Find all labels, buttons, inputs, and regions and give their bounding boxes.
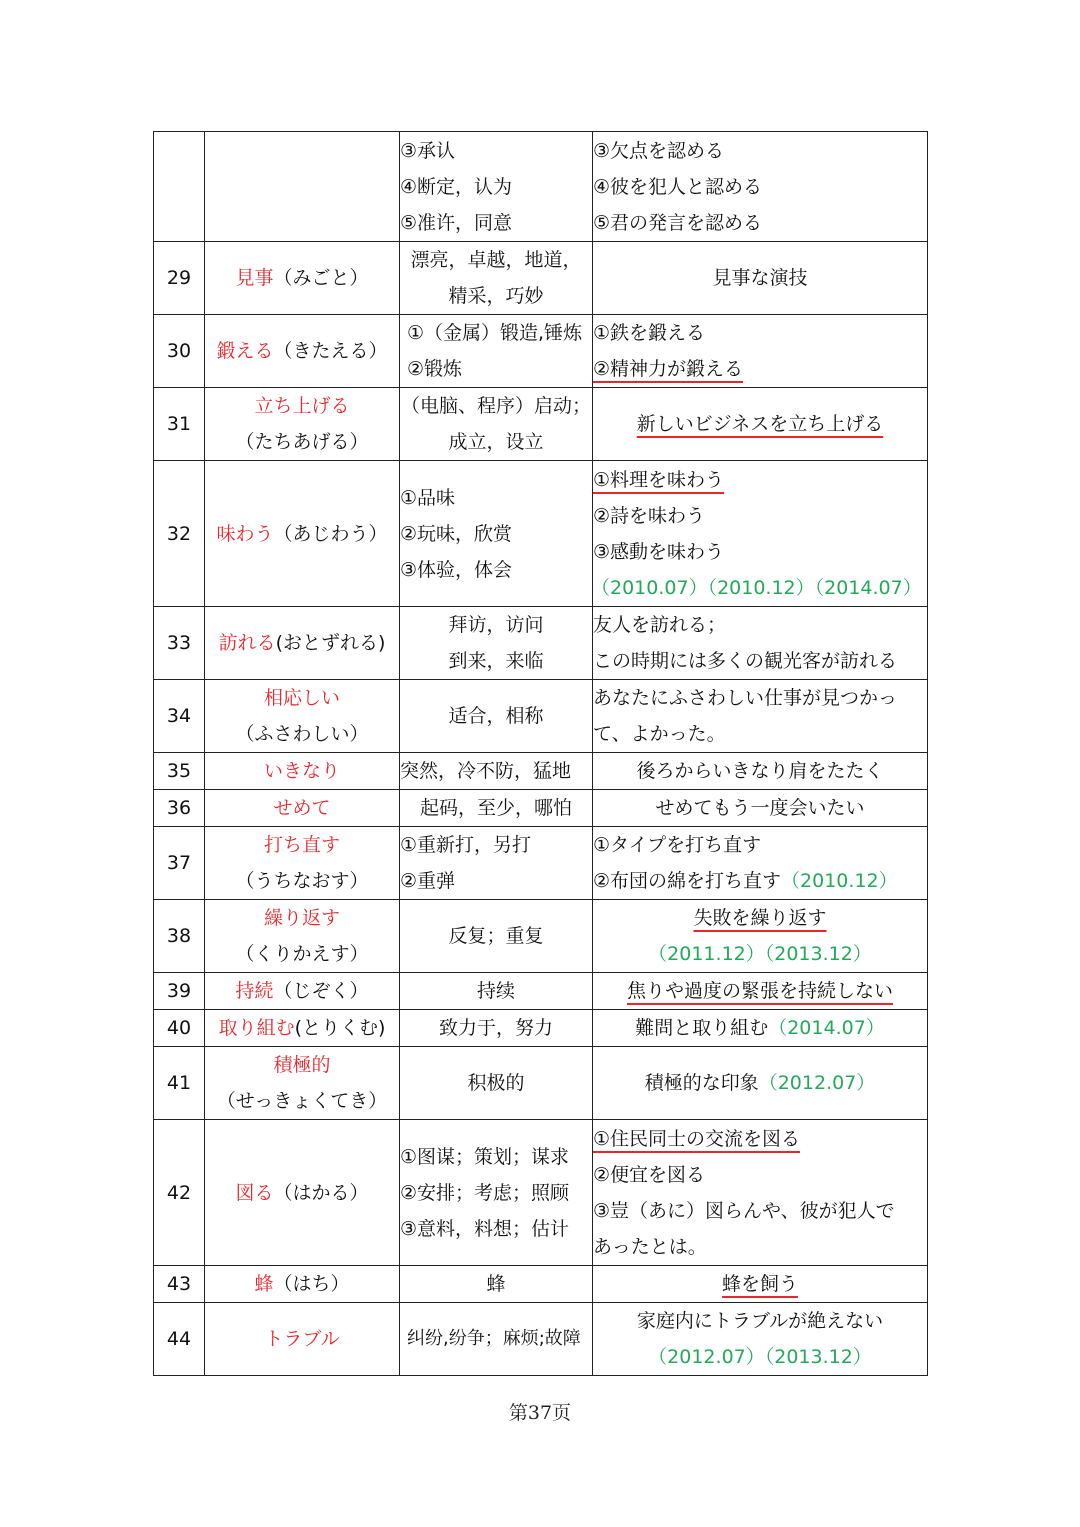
meaning-cell: 持续 <box>400 973 593 1010</box>
word: 訪れる <box>218 632 276 654</box>
word-cell <box>205 388 400 461</box>
reading: （ふさわしい） <box>235 723 369 745</box>
word: せめて <box>205 790 400 827</box>
table-row <box>154 973 928 1010</box>
reading: （はかる） <box>273 1181 369 1204</box>
reading: （あじわう） <box>273 522 388 545</box>
row-number: 38 <box>154 900 205 973</box>
table-row <box>154 132 928 242</box>
table-row <box>154 790 928 827</box>
row-number: 43 <box>154 1266 205 1303</box>
exam-dates: （2010.07）（2010.12）（2014.07） <box>591 576 922 599</box>
example-cell: ③欠点を認める ④彼を犯人と認める ⑤君の発言を認める <box>593 132 928 242</box>
word-cell <box>205 900 400 973</box>
table-row <box>154 1303 928 1376</box>
table-row <box>154 680 928 753</box>
row-number: 42 <box>154 1120 205 1266</box>
page-number: 第37页 <box>508 1402 572 1424</box>
table-row <box>154 1010 928 1047</box>
meaning-cell: 起码，至少，哪怕 <box>400 790 593 827</box>
meaning-cell: 漂亮，卓越，地道， 精采，巧妙 <box>400 242 593 315</box>
row-number: 44 <box>154 1303 205 1376</box>
word: 相応しい <box>263 687 340 709</box>
table-row <box>154 388 928 461</box>
meaning-cell: 致力于，努力 <box>400 1010 593 1047</box>
word-cell <box>205 1047 400 1120</box>
vocabulary-table <box>153 131 928 1376</box>
word: 繰り返す <box>263 907 340 929</box>
word-cell <box>205 132 400 242</box>
meaning-cell: 蜂 <box>400 1266 593 1303</box>
row-number: 34 <box>154 680 205 753</box>
word: 持続 <box>235 980 274 1002</box>
example-cell: ①タイプを打ち直す ②布団の綿を打ち直す（2010.12） <box>593 827 928 900</box>
example-cell: せめてもう一度会いたい <box>593 790 928 827</box>
example-cell: 後ろからいきなり肩をたたく <box>593 753 928 790</box>
row-number: 33 <box>154 607 205 680</box>
row-number: 37 <box>154 827 205 900</box>
table-row <box>154 900 928 973</box>
reading: （はち） <box>273 1273 350 1295</box>
reading: （きたえる） <box>273 340 388 362</box>
example-cell: 焦りや過度の緊張を持続しない <box>593 973 928 1010</box>
exam-dates: （2012.07） <box>758 1072 876 1094</box>
word: 見事 <box>235 267 274 289</box>
word: いきなり <box>205 753 400 790</box>
example-cell: 難問と取り組む（2014.07） <box>593 1010 928 1047</box>
word-cell <box>205 1010 400 1047</box>
example-cell: 新しいビジネスを立ち上げる <box>593 388 928 461</box>
example-cell: 見事な演技 <box>593 242 928 315</box>
word-cell <box>205 973 400 1010</box>
table-row <box>154 1120 928 1266</box>
word: 立ち上げる <box>254 395 350 417</box>
row-number: 31 <box>154 388 205 461</box>
meaning-cell: ①品味 ②玩味，欣赏 ③体验，体会 <box>400 461 593 607</box>
number-cell <box>154 132 205 242</box>
reading: （じぞく） <box>273 980 369 1002</box>
exam-dates: （2010.12） <box>781 870 898 892</box>
word: 味わう <box>216 522 274 545</box>
example-cell: ①鉄を鍛える ②精神力が鍛える <box>593 315 928 388</box>
meaning-cell: 纠纷,纷争；麻烦;故障 <box>400 1303 593 1376</box>
table-row <box>154 753 928 790</box>
meaning-cell: 拜访，访问 到来，来临 <box>400 607 593 680</box>
example-cell: 積極的な印象（2012.07） <box>593 1047 928 1120</box>
table-row <box>154 315 928 388</box>
reading: (おとずれる) <box>275 632 386 654</box>
word: 鍛える <box>216 340 274 362</box>
reading: （うちなおす） <box>235 870 369 892</box>
row-number: 40 <box>154 1010 205 1047</box>
word-cell <box>205 461 400 607</box>
word: 図る <box>235 1181 274 1204</box>
example-cell: 友人を訪れる； この時期には多くの観光客が訪れる <box>593 607 928 680</box>
word-cell <box>205 607 400 680</box>
example-cell: 蜂を飼う <box>593 1266 928 1303</box>
meaning-cell: 突然，冷不防，猛地 <box>400 753 593 790</box>
exam-dates: （2012.07）（2013.12） <box>648 1346 872 1368</box>
row-number: 39 <box>154 973 205 1010</box>
word: 取り組む <box>218 1017 295 1039</box>
meaning-cell: ③承认 ④断定，认为 ⑤准许，同意 <box>400 132 593 242</box>
example-cell: ①料理を味わう ②詩を味わう ③感動を味わう （2010.07）（2010.12）（2014.07） <box>593 461 928 607</box>
meaning-cell: （电脑、程序）启动； 成立，设立 <box>400 388 593 461</box>
example-cell: あなたにふさわしい仕事が見つかっ て、よかった。 <box>593 680 928 753</box>
table-row <box>154 1266 928 1303</box>
row-number: 32 <box>154 461 205 607</box>
table-row <box>154 607 928 680</box>
meaning-cell: 适合，相称 <box>400 680 593 753</box>
word-cell <box>205 1266 400 1303</box>
word-cell <box>205 315 400 388</box>
table-row <box>154 242 928 315</box>
exam-dates: （2011.12）（2013.12） <box>648 943 872 965</box>
word-cell <box>205 680 400 753</box>
word: 打ち直す <box>263 834 340 856</box>
reading: （たちあげる） <box>235 431 369 453</box>
word-cell <box>205 827 400 900</box>
row-number: 29 <box>154 242 205 315</box>
row-number: 35 <box>154 753 205 790</box>
example-cell: 家庭内にトラブルが絶えない （2012.07）（2013.12） <box>593 1303 928 1376</box>
word: トラブル <box>205 1303 400 1376</box>
row-number: 30 <box>154 315 205 388</box>
meaning-cell: 反复；重复 <box>400 900 593 973</box>
meaning-cell: 积极的 <box>400 1047 593 1120</box>
meaning-cell: ①重新打，另打 ②重弹 <box>400 827 593 900</box>
table-row <box>154 1047 928 1120</box>
reading: （みごと） <box>273 267 369 289</box>
row-number: 36 <box>154 790 205 827</box>
word-cell <box>205 242 400 315</box>
reading: (とりくむ) <box>294 1017 386 1039</box>
table-row <box>154 827 928 900</box>
row-number: 41 <box>154 1047 205 1120</box>
exam-dates: （2014.07） <box>768 1017 885 1039</box>
example-cell: ①住民同士の交流を図る ②便宜を図る ③豈（あに）図らんや、彼が犯人で あったとは。 <box>593 1120 928 1266</box>
word-cell <box>205 1120 400 1266</box>
word: 蜂 <box>254 1273 274 1295</box>
reading: （くりかえす） <box>235 943 369 965</box>
meaning-cell: ①（金属）锻造,锤炼 ②锻炼 <box>400 315 593 388</box>
table-row <box>154 461 928 607</box>
word: 積極的 <box>273 1054 331 1076</box>
example-cell: 失敗を繰り返す （2011.12）（2013.12） <box>593 900 928 973</box>
meaning-cell: ①图谋；策划；谋求 ②安排；考虑；照顾 ③意料，料想；估计 <box>400 1120 593 1266</box>
reading: （せっきょくてき） <box>216 1090 388 1112</box>
